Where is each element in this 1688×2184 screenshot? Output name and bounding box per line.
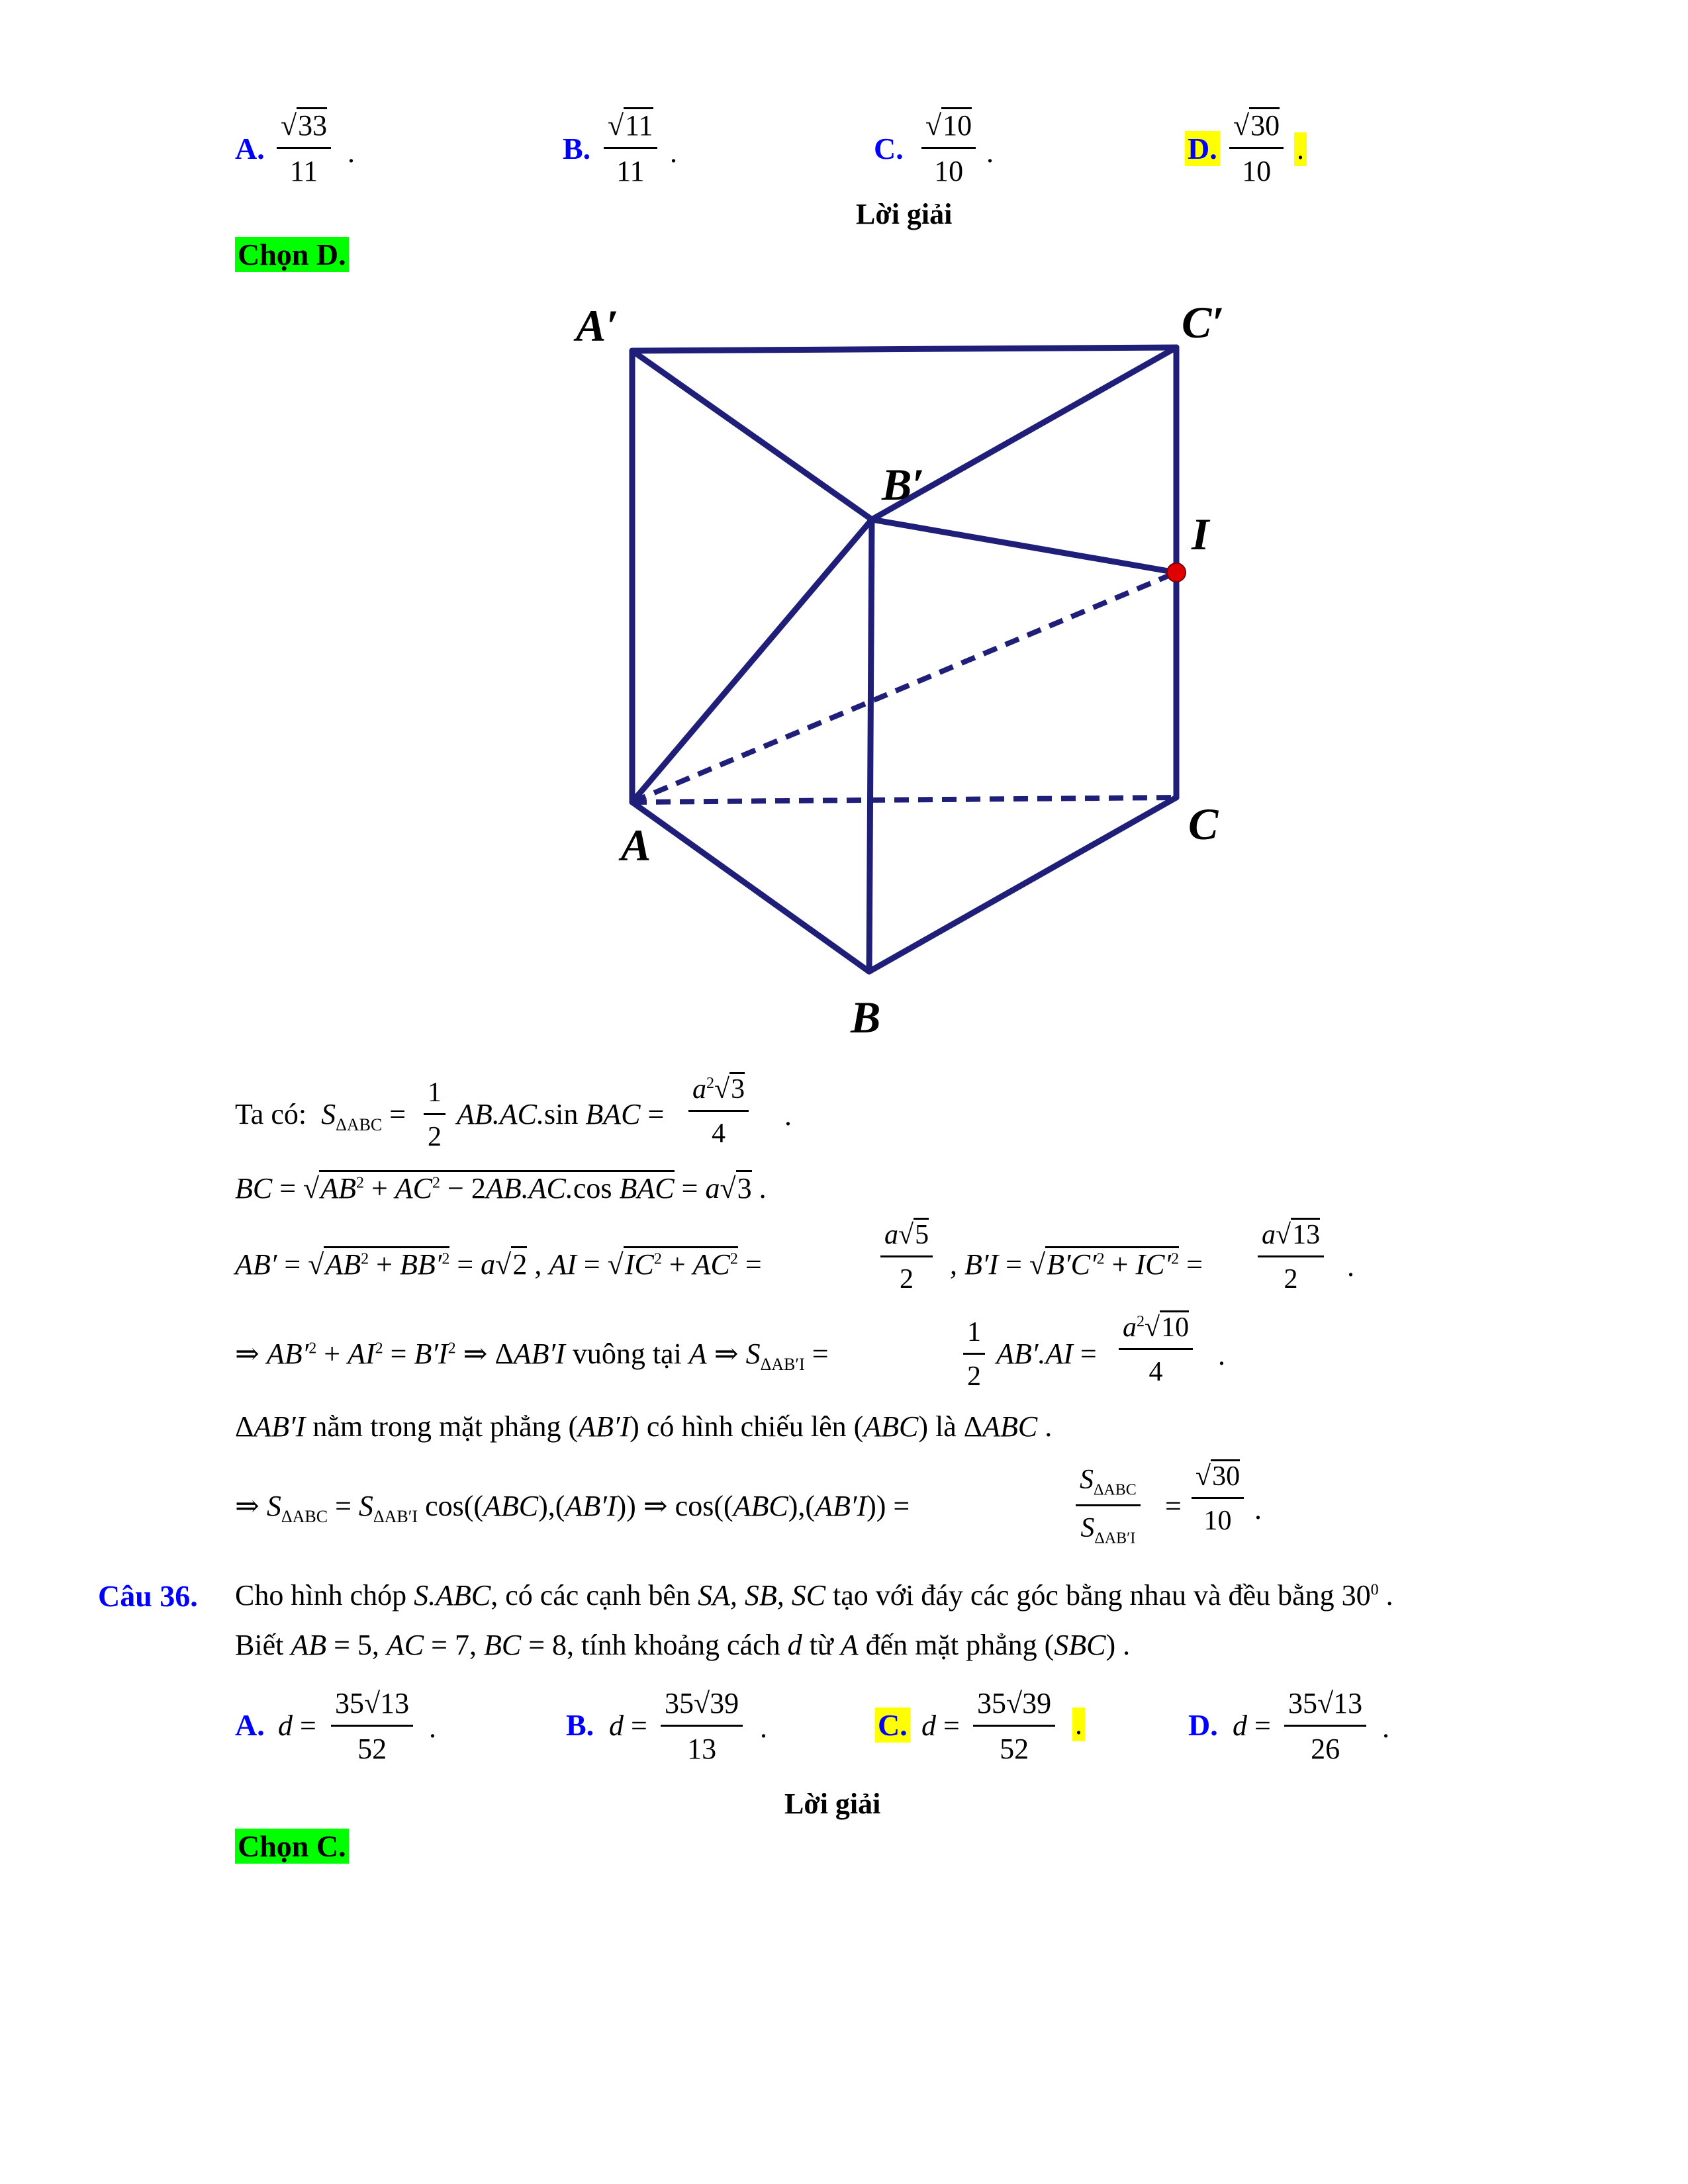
q36-option-c-letter: C. xyxy=(875,1707,910,1743)
q35-step-2: BC = $√AB^2 + AC^2 - 2AB.AC.\cos$ BAC = a√3 . xyxy=(235,1171,767,1205)
q35-step-5: ΔAB′I nằm trong mặt phẳng (AB′I) có hình chiếu lên (ABC) là ΔABC . xyxy=(235,1410,1053,1443)
q35-option-d-den: 10 xyxy=(1242,155,1272,187)
q36-option-b-fraction: $\frac{35√39}{13}$ xyxy=(661,1689,743,1764)
prism-figure xyxy=(0,0,1688,1072)
edge-b-c xyxy=(869,797,1176,972)
q36-solution-heading: Lời giải xyxy=(784,1788,881,1820)
q35-option-b-num: 11 xyxy=(624,107,653,142)
q36-line-1: Cho hình chóp S.ABC, có các cạnh bên SA, SB, SC tạo với đáy các góc bằng nhau và đều bằng $30^0$ . xyxy=(235,1579,1393,1612)
edge-a-b xyxy=(632,802,869,972)
q35-option-a-num: 33 xyxy=(297,107,327,142)
q36-option-d-letter: D. xyxy=(1188,1708,1218,1742)
q35-option-c-fraction: $\frac{√10}{10}$ xyxy=(921,111,976,186)
q35-option-b-letter: B. xyxy=(563,132,591,165)
q36-line-2: Biết AB = 5, AC = 7, BC = 8, tính khoảng cách d từ A đến mặt phẳng (SBC) . xyxy=(235,1629,1131,1661)
edge-a-c-dashed xyxy=(632,797,1176,802)
q35-option-d-fraction: $\frac{√30}{10}$ xyxy=(1229,111,1284,186)
q36-option-a-letter: A. xyxy=(235,1708,265,1742)
step5-nam-trong: nằm trong mặt phẳng xyxy=(312,1410,561,1443)
q35-chosen-answer: Chọn D. xyxy=(235,237,349,272)
step5-la: là xyxy=(935,1410,957,1443)
q35-option-a-letter: A. xyxy=(235,132,265,165)
q35-option-d-num: 30 xyxy=(1249,107,1280,142)
label-c-prime: C′ xyxy=(1182,297,1225,347)
edge-b-prime-a xyxy=(632,520,872,802)
q35-option-c-den: 10 xyxy=(934,155,964,187)
q35-step-6: ⇒ $S_{\Delta ABC} = S_{\Delta AB'I}$ cos((ABC),(AB′I)) ⇒ cos((ABC),(AB′I)) = xyxy=(235,1490,910,1526)
q35-option-b-fraction: $\frac{√11}{11}$ xyxy=(604,111,657,186)
q35-option-a-fraction: $\frac{√33}{11}$ xyxy=(277,111,331,186)
label-b-prime: B′ xyxy=(882,459,925,510)
q35-option-b-den: 11 xyxy=(616,155,645,187)
q36-option-c-fraction: $\frac{35√39}{52}$ xyxy=(973,1689,1055,1764)
q35-option-c-num: 10 xyxy=(941,107,972,142)
q36-option-a-fraction: $\frac{35√13}{52}$ xyxy=(331,1689,413,1764)
edge-a-prime-c-prime xyxy=(632,347,1176,351)
q35-solution-heading: Lời giải xyxy=(856,198,953,230)
q35-option-d-letter: D. xyxy=(1185,131,1220,166)
q35-step-4: ⇒ $AB'^2 + AI^2 = B'I^2$ ⇒ ΔAB′I vuông tại A ⇒ $S_{\Delta AB'I}$ = xyxy=(235,1338,829,1374)
label-a-prime: A′ xyxy=(576,300,619,351)
edge-b-prime-i xyxy=(872,520,1176,572)
q35-step-1: Ta có: $S_{\Delta ABC}$ = xyxy=(235,1098,406,1134)
q36-option-b-letter: B. xyxy=(566,1708,594,1742)
q36-option-d-fraction: $\frac{35√13}{26}$ xyxy=(1284,1689,1366,1764)
q35-option-a-den: 11 xyxy=(289,155,318,187)
step5-co-hinh-chieu: có hình chiếu lên xyxy=(646,1410,847,1443)
edge-b-prime-b xyxy=(869,520,872,972)
label-i: I xyxy=(1192,509,1209,559)
point-i xyxy=(1167,563,1186,582)
label-c: C xyxy=(1188,799,1219,849)
q35-step-3: $AB' = √AB^2 + BB'^2 = a√2$ , AI = $√IC^2 + AC^2$ = xyxy=(235,1248,762,1281)
label-a: A xyxy=(621,820,651,870)
step4-vuong-tai: vuông tại xyxy=(572,1338,682,1370)
q35-option-c-letter: C. xyxy=(874,132,904,165)
q36-label: Câu 36. xyxy=(98,1579,198,1613)
edge-a-i-dashed xyxy=(632,572,1176,802)
step1-ta-co: Ta có: xyxy=(235,1098,307,1130)
label-b: B xyxy=(851,992,881,1042)
edge-a-prime-b-prime xyxy=(632,351,872,520)
q36-chosen-answer: Chọn C. xyxy=(235,1829,349,1864)
